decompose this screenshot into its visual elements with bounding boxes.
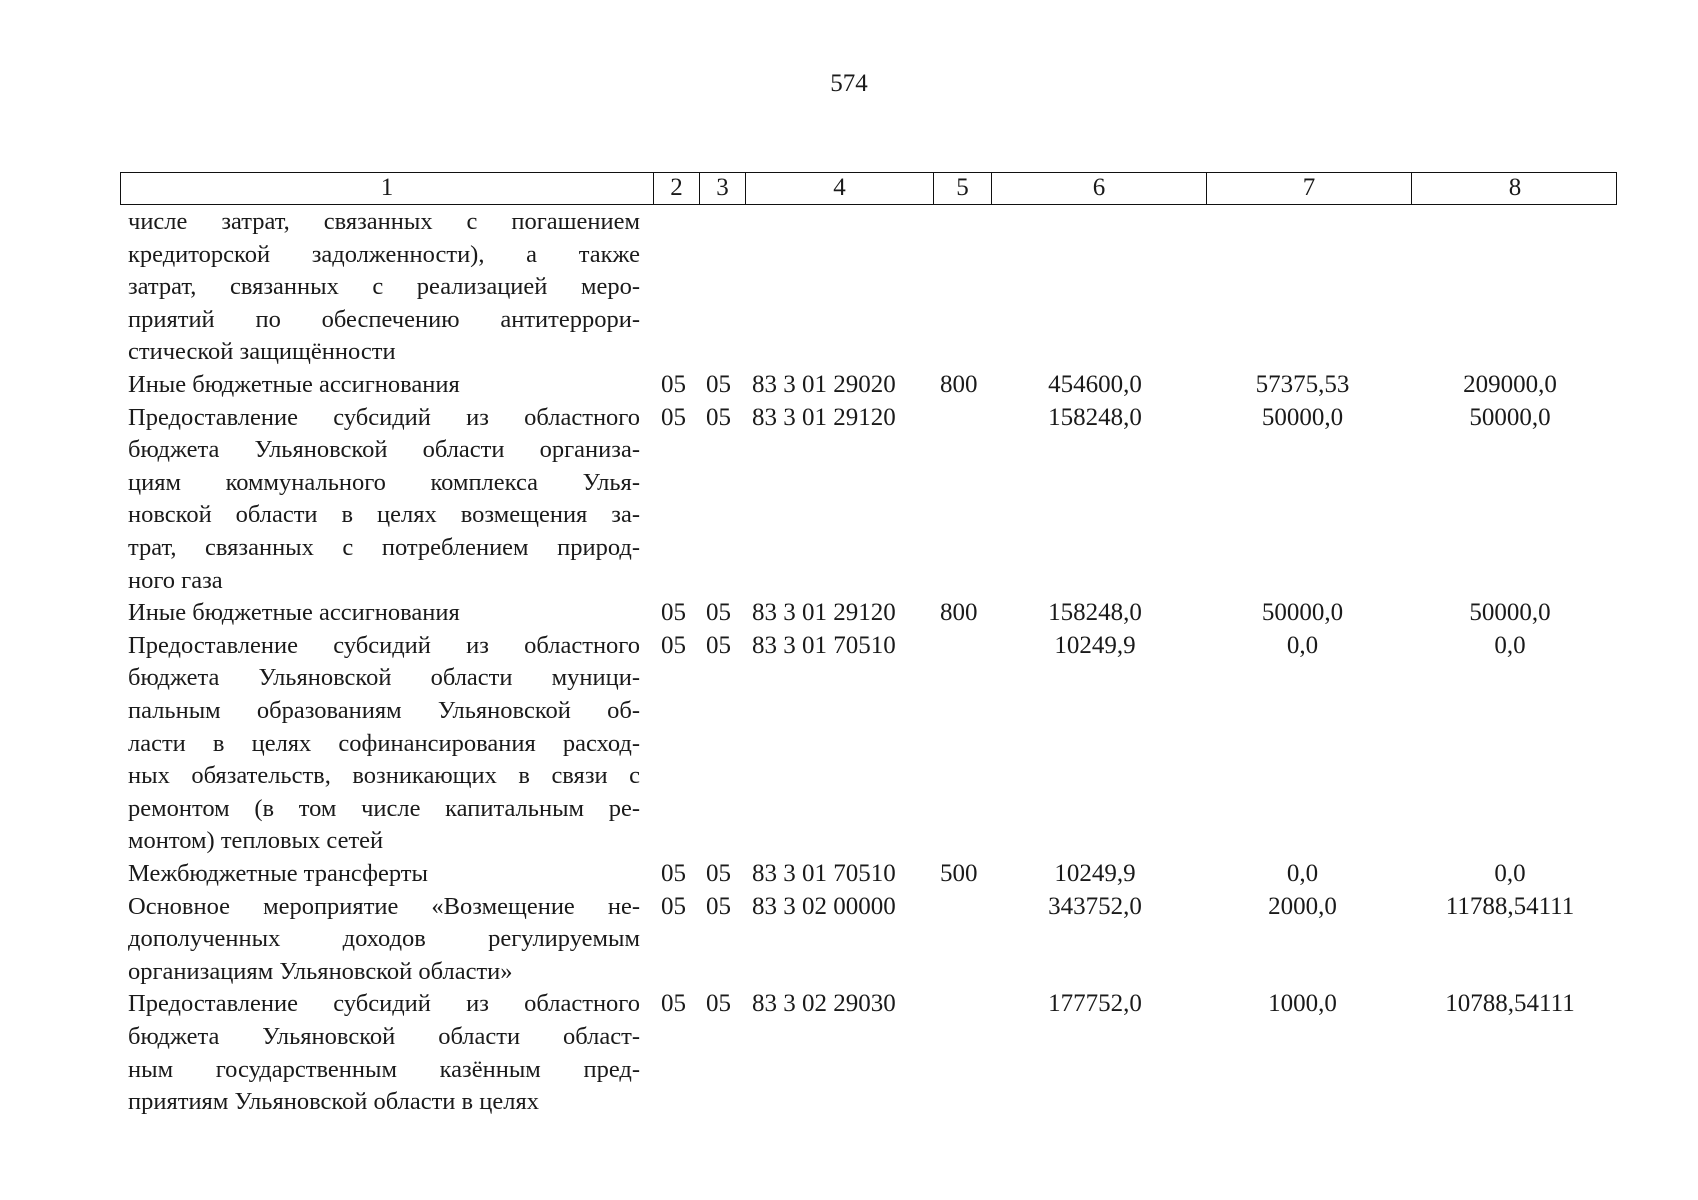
description-line: приятий по обеспечению антитеррори- — [128, 305, 640, 333]
description-line: Предоставление субсидий из областного — [128, 403, 640, 431]
cell-c2: 05 — [661, 990, 686, 1018]
cell-c3: 05 — [706, 403, 731, 431]
cell-c7: 0,0 — [1286, 631, 1319, 659]
cell-c6: 158248,0 — [1048, 599, 1142, 627]
cell-c6: 158248,0 — [1048, 403, 1142, 431]
cell-c4: 83 3 01 70510 — [752, 860, 896, 887]
description-line: стической защищённости — [128, 338, 396, 366]
cell-c8: 11788,54111 — [1445, 892, 1575, 920]
description-line: Предоставление субсидий из областного — [128, 990, 640, 1018]
page-number: 574 — [830, 70, 868, 97]
description-line: затрат, связанных с реализацией меро- — [128, 273, 640, 301]
header-col-7: 7 — [1206, 173, 1411, 204]
cell-c3: 05 — [706, 599, 731, 627]
cell-c8: 0,0 — [1494, 631, 1526, 659]
cell-c6: 343752,0 — [1048, 892, 1142, 920]
row-description — [128, 206, 640, 369]
cell-c2: 05 — [661, 403, 686, 431]
cell-c7: 0,0 — [1286, 860, 1319, 887]
description-line: Иные бюджетные ассигнования — [128, 371, 460, 398]
description-line: бюджета Ульяновской области муници- — [128, 664, 640, 692]
description-line: ремонтом (в том числе капитальным ре- — [128, 794, 640, 822]
header-col-6: 6 — [991, 173, 1206, 204]
description-line: приятиям Ульяновской области в целях — [128, 1088, 539, 1116]
cell-c8: 0,0 — [1494, 860, 1526, 887]
header-col-5: 5 — [933, 173, 991, 204]
cell-c5: 800 — [940, 371, 978, 398]
cell-c5: 500 — [940, 860, 978, 887]
cell-c6: 10249,9 — [1054, 860, 1136, 887]
cell-c4: 83 3 01 29120 — [752, 599, 896, 627]
cell-c6: 454600,0 — [1048, 371, 1142, 398]
cell-c3: 05 — [706, 892, 731, 920]
cell-c8: 10788,54111 — [1445, 990, 1575, 1018]
row-description — [128, 988, 640, 1118]
row-description — [128, 630, 640, 858]
header-col-2: 2 — [653, 173, 699, 204]
description-line: Предоставление субсидий из областного — [128, 631, 640, 659]
cell-c7: 2000,0 — [1268, 892, 1337, 920]
description-line: организациям Ульяновской области» — [128, 957, 513, 985]
description-line: циям коммунального комплекса Улья- — [128, 468, 640, 496]
cell-c8: 209000,0 — [1463, 371, 1557, 398]
description-line: Иные бюджетные ассигнования — [128, 599, 460, 627]
description-line: ных обязательств, возникающих в связи с — [128, 762, 640, 790]
description-line: монтом) тепловых сетей — [128, 827, 384, 855]
row-description — [128, 402, 640, 598]
cell-c2: 05 — [661, 599, 686, 627]
cell-c3: 05 — [706, 990, 731, 1018]
description-line: бюджета Ульяновской области област- — [128, 1022, 640, 1050]
description-line: пальным образованиям Ульяновской об- — [128, 696, 640, 724]
row-description — [128, 891, 640, 989]
description-line: ласти в целях софинансирования расход- — [128, 729, 640, 757]
header-col-8: 8 — [1411, 173, 1618, 204]
cell-c8: 50000,0 — [1469, 599, 1551, 627]
row-description — [128, 858, 640, 891]
description-line: ным государственным казённым пред- — [128, 1055, 640, 1083]
cell-c7: 50000,0 — [1261, 599, 1344, 627]
cell-c2: 05 — [661, 371, 686, 398]
description-line: новской области в целях возмещения за- — [128, 501, 640, 529]
description-line: Основное мероприятие «Возмещение не- — [128, 892, 640, 920]
cell-c7: 1000,0 — [1268, 990, 1337, 1018]
description-line: кредиторской задолженности), а также — [128, 240, 640, 268]
description-line: трат, связанных с потреблением природ- — [128, 533, 640, 561]
cell-c3: 05 — [706, 371, 731, 398]
cell-c8: 50000,0 — [1469, 403, 1551, 431]
cell-c2: 05 — [661, 860, 686, 887]
row-description — [128, 369, 640, 402]
row-description — [128, 597, 640, 630]
cell-c6: 177752,0 — [1048, 990, 1142, 1018]
cell-c7: 57375,53 — [1255, 371, 1350, 398]
cell-c2: 05 — [661, 631, 686, 659]
cell-c3: 05 — [706, 631, 731, 659]
table-header-row — [120, 172, 1617, 205]
description-line: дополученных доходов регулируемым — [128, 925, 640, 953]
header-col-1: 1 — [380, 174, 394, 201]
description-line: ного газа — [128, 566, 223, 594]
cell-c4: 83 3 01 29120 — [752, 403, 896, 431]
header-col-4: 4 — [745, 173, 933, 204]
description-line: числе затрат, связанных с погашением — [128, 208, 640, 235]
cell-c5: 800 — [940, 599, 978, 627]
cell-c3: 05 — [706, 860, 731, 887]
cell-c4: 83 3 01 70510 — [752, 631, 896, 659]
header-col-3: 3 — [699, 173, 745, 204]
cell-c2: 05 — [661, 892, 686, 920]
cell-c4: 83 3 01 29020 — [752, 371, 896, 398]
cell-c6: 10249,9 — [1054, 631, 1136, 659]
cell-c4: 83 3 02 00000 — [752, 892, 896, 920]
cell-c7: 50000,0 — [1261, 403, 1344, 431]
cell-c4: 83 3 02 29030 — [752, 990, 896, 1018]
description-line: бюджета Ульяновской области организа- — [128, 436, 640, 464]
description-line: Межбюджетные трансферты — [128, 860, 428, 887]
